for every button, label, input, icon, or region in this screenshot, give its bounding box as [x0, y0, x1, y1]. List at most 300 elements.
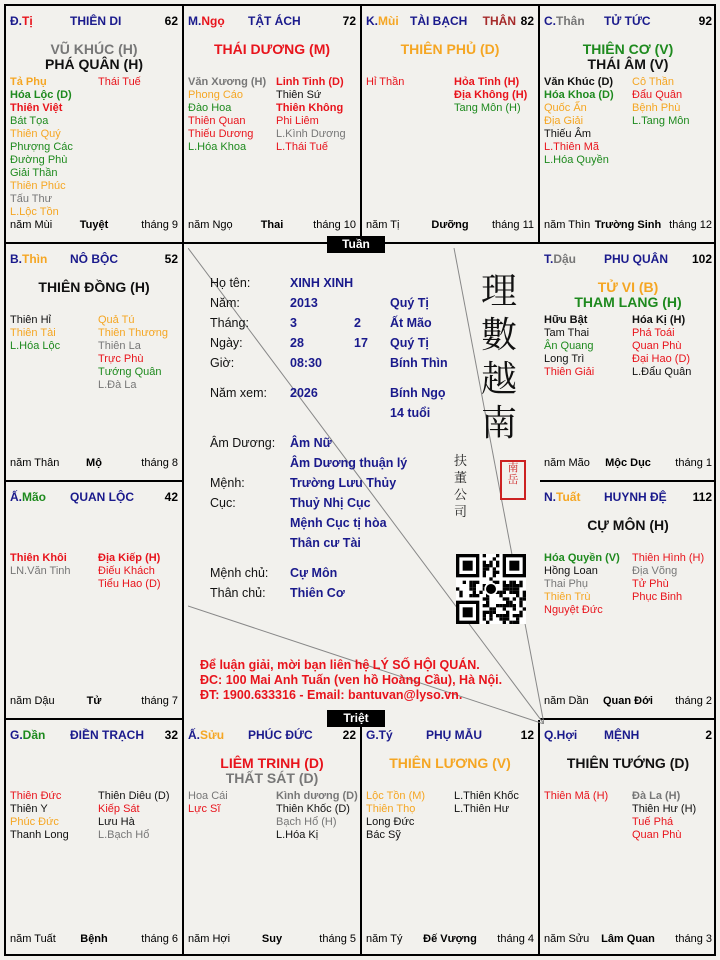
palace-year: năm Mùi: [10, 219, 53, 231]
minor-star: Thiên Trù: [544, 591, 591, 603]
star-list-left: [10, 790, 69, 842]
star-list-right: [454, 76, 527, 115]
star-list-left: [366, 790, 425, 842]
palace-footer: [188, 219, 356, 232]
palace-branch: Dậu: [553, 252, 577, 266]
palace-cell[interactable]: [540, 244, 716, 482]
palace-year: năm Thìn: [544, 219, 591, 231]
life-phase: Trường Sinh: [594, 219, 662, 231]
calligraphy-logo: 理 數 越 南: [480, 271, 517, 444]
star-list-left: [544, 314, 594, 379]
info-value: 3: [290, 316, 297, 330]
palace-age: 52: [164, 252, 178, 266]
palace-age: 32: [164, 728, 178, 742]
minor-star: Cô Thần: [632, 76, 674, 88]
info-label: Cục:: [210, 496, 236, 510]
palace-branch: Sửu: [200, 728, 225, 742]
minor-star: Hồng Loan: [544, 565, 598, 577]
star-list-left: [10, 76, 73, 219]
minor-star: Thiên Hình (H): [632, 552, 705, 564]
star-list-right: [632, 76, 689, 128]
star-list-right: [98, 790, 170, 842]
info-value: Âm Nữ: [290, 436, 332, 450]
palace-header: [544, 14, 712, 28]
minor-star: L.Lộc Tồn: [10, 206, 59, 218]
minor-star: Tuế Phá: [632, 816, 674, 828]
palace-age: 82: [520, 14, 534, 28]
palace-year: năm Tuất: [10, 933, 56, 945]
minor-star: Thiên Hỉ: [10, 314, 51, 326]
star-list-right: [276, 790, 358, 842]
palace-header: [544, 728, 712, 742]
main-star: THIÊN CƠ (V): [582, 41, 674, 57]
minor-star: L.Đẩu Quân: [632, 366, 692, 378]
palace-name: TẬT ÁCH: [248, 14, 301, 28]
minor-star: Lưu Hà: [98, 816, 135, 828]
palace-cell[interactable]: [6, 482, 184, 720]
palace-header: [366, 728, 534, 742]
main-star: THÁI DƯƠNG (M): [213, 41, 331, 57]
minor-star: Hóa Khoa (D): [544, 89, 614, 101]
palace-month: tháng 9: [141, 219, 178, 231]
minor-star: Thiên Diêu (D): [98, 790, 170, 802]
info-value: Âm Dương thuận lý: [290, 456, 408, 470]
star-list-left: [188, 76, 266, 154]
palace-branch: Tị: [22, 14, 33, 28]
palace-header: [188, 728, 356, 742]
minor-star: Địa Kiếp (H): [98, 552, 161, 564]
contact-line: Để luận giải, mời bạn liên hệ LÝ SỐ HỘI QUÁN.: [200, 658, 480, 672]
palace-footer: [10, 695, 178, 708]
minor-star: Thiếu Dương: [188, 128, 254, 140]
info-value: 08:30: [290, 356, 322, 370]
minor-star: Phượng Các: [10, 141, 73, 153]
main-stars: [540, 756, 716, 771]
minor-star: Phúc Đức: [10, 816, 59, 828]
palace-year: năm Tý: [366, 933, 403, 945]
palace-footer: [10, 933, 178, 946]
palace-branch: Tý: [378, 728, 393, 742]
minor-star: Điếu Khách: [98, 565, 155, 577]
minor-star: Thiên Quan: [188, 115, 246, 127]
palace-footer: [10, 457, 178, 470]
info-label: Họ tên:: [210, 276, 251, 290]
minor-star: Quan Phù: [632, 340, 682, 352]
palace-year: năm Hợi: [188, 933, 231, 945]
minor-star: Long Trì: [544, 353, 585, 365]
palace-footer: [544, 219, 712, 232]
palace-stem: B.: [10, 252, 22, 266]
minor-star: L.Kình Dương: [276, 128, 346, 140]
minor-star: Thiên Đức: [10, 790, 62, 802]
star-list-right: [98, 314, 168, 392]
palace-age: 12: [520, 728, 534, 742]
minor-star: Hỏa Tinh (H): [454, 76, 520, 88]
palace-cell[interactable]: [362, 720, 540, 956]
minor-star: Bạch Hổ (H): [276, 816, 337, 828]
star-list-left: [10, 552, 71, 578]
star-list-left: [544, 790, 608, 803]
minor-star: L.Bạch Hổ: [98, 829, 150, 841]
main-star: THẤT SÁT (D): [225, 770, 319, 786]
palace-age: 2: [705, 728, 712, 742]
main-star: THÁI ÂM (V): [587, 56, 669, 72]
palace-stem: G.: [10, 728, 23, 742]
info-lunar-value: 2: [354, 316, 361, 330]
main-stars: [6, 280, 182, 295]
minor-star: Trực Phù: [98, 353, 144, 365]
minor-star: Linh Tinh (D): [276, 76, 344, 88]
star-list-right: [454, 790, 519, 816]
palace-stem: M.: [188, 14, 202, 28]
minor-star: Hoa Cái: [188, 790, 228, 802]
info-value: Thân cư Tài: [290, 536, 361, 550]
palace-footer: [544, 695, 712, 708]
life-phase: Thai: [260, 219, 284, 231]
red-seal-icon: 南 岳: [500, 460, 526, 500]
main-stars: [6, 42, 182, 72]
info-value: Thuỷ Nhị Cục: [290, 496, 371, 510]
star-list-left: [188, 790, 228, 816]
main-stars: [362, 756, 538, 771]
minor-star: Bệnh Phù: [632, 102, 681, 114]
minor-star: Hóa Quyền (V): [544, 552, 620, 564]
palace-branch: Mão: [22, 490, 46, 504]
minor-star: Long Đức: [366, 816, 415, 828]
minor-star: Tướng Quân: [98, 366, 162, 378]
info-label: Âm Dương:: [210, 436, 276, 450]
main-stars: [184, 42, 360, 57]
info-value: 28: [290, 336, 304, 350]
minor-star: Thiên Tài: [10, 327, 56, 339]
palace-age: 22: [342, 728, 356, 742]
minor-star: L.Hóa Kị: [276, 829, 319, 841]
minor-star: Thiên Việt: [10, 102, 63, 114]
star-list-right: [98, 76, 141, 89]
palace-stem: Q.: [544, 728, 557, 742]
minor-star: Thiếu Âm: [544, 128, 592, 140]
life-phase: Đế Vượng: [423, 933, 477, 945]
info-value: Thiên Cơ: [290, 586, 345, 600]
info-label: Ngày:: [210, 336, 243, 350]
palace-age: 72: [342, 14, 356, 28]
main-stars: [362, 42, 538, 57]
minor-star: Thiên Giải: [544, 366, 595, 378]
minor-star: Đẩu Quân: [632, 89, 683, 101]
minor-star: L.Thái Tuế: [276, 141, 328, 153]
palace-branch: Ngọ: [201, 14, 225, 28]
palace-cell[interactable]: [540, 482, 716, 720]
star-list-left: [366, 76, 404, 89]
minor-star: Phong Cáo: [188, 89, 244, 101]
info-value: 2013: [290, 296, 318, 310]
minor-star: Hỉ Thần: [366, 76, 405, 88]
palace-cell[interactable]: [6, 6, 184, 244]
info-value: Mệnh Cục tị hòa: [290, 516, 387, 530]
palace-stem: K.: [366, 14, 378, 28]
palace-year: năm Dần: [544, 695, 589, 707]
palace-stem: Ấ.: [10, 490, 22, 504]
palace-month: tháng 8: [141, 457, 178, 469]
palace-name: PHỤ MẪU: [426, 728, 482, 742]
minor-star: Nguyệt Đức: [544, 604, 603, 616]
minor-star: Thiên Thọ: [366, 803, 416, 815]
palace-header: [544, 252, 712, 266]
info-canchi: 14 tuổi: [390, 406, 431, 420]
minor-star: Thiên Khôi: [10, 552, 67, 564]
palace-header: [188, 14, 356, 28]
info-label: Giờ:: [210, 356, 235, 370]
life-phase: Lâm Quan: [601, 933, 655, 945]
minor-star: LN.Văn Tinh: [10, 565, 71, 577]
palace-header: [544, 490, 712, 504]
palace-month: tháng 6: [141, 933, 178, 945]
minor-star: Thiên Y: [10, 803, 48, 815]
palace-header: [10, 728, 178, 742]
life-phase: Dưỡng: [431, 219, 469, 231]
palace-header: [10, 252, 178, 266]
minor-star: Hóa Lộc (D): [10, 89, 72, 101]
star-list-left: [544, 76, 614, 167]
minor-star: Địa Không (H): [454, 89, 528, 101]
palace-footer: [544, 457, 712, 470]
minor-star: Hóa Kị (H): [632, 314, 686, 326]
star-list-right: [632, 552, 704, 604]
palace-year: năm Dậu: [10, 695, 55, 707]
minor-star: Bác Sỹ: [366, 829, 401, 841]
life-phase: Quan Đới: [603, 695, 653, 707]
minor-star: L.Tang Môn: [632, 115, 690, 127]
tuan-marker: Tuần: [327, 236, 385, 253]
star-list-left: [544, 552, 620, 617]
minor-star: Tang Môn (H): [454, 102, 521, 114]
palace-stem: Ấ.: [188, 728, 200, 742]
star-list-right: [98, 552, 161, 591]
palace-cell[interactable]: [540, 720, 716, 956]
minor-star: Thiên Mã (H): [544, 790, 609, 802]
minor-star: Địa Giải: [544, 115, 584, 127]
palace-stem: T.: [544, 252, 554, 266]
minor-star: L.Thiên Mã: [544, 141, 600, 153]
main-stars: [540, 42, 716, 72]
palace-name: MỆNH: [604, 728, 640, 742]
minor-star: Đào Hoa: [188, 102, 232, 114]
main-star: CỰ MÔN (H): [587, 517, 669, 533]
minor-star: Đại Hao (D): [632, 353, 691, 365]
palace-year: năm Sửu: [544, 933, 590, 945]
minor-star: Đường Phù: [10, 154, 68, 166]
palace-branch: Hợi: [556, 728, 578, 742]
minor-star: Tả Phụ: [10, 76, 47, 88]
palace-footer: [10, 219, 178, 232]
minor-star: L.Thiên Hư: [454, 803, 510, 815]
palace-stem: G.: [366, 728, 379, 742]
palace-age: 92: [698, 14, 712, 28]
life-phase: Suy: [261, 933, 283, 945]
palace-stem: N.: [544, 490, 556, 504]
info-label: Năm xem:: [210, 386, 267, 400]
minor-star: L.Hóa Lộc: [10, 340, 61, 352]
horoscope-chart: [4, 4, 716, 956]
info-canchi: Bính Thìn: [390, 356, 448, 370]
info-value: XINH XINH: [290, 276, 354, 290]
palace-year: năm Mão: [544, 457, 590, 469]
palace-month: tháng 4: [497, 933, 534, 945]
palace-age: 42: [164, 490, 178, 504]
info-value: Cự Môn: [290, 566, 338, 580]
life-phase: Mộc Dục: [605, 457, 651, 469]
minor-star: L.Hóa Quyền: [544, 154, 609, 166]
info-canchi: Ất Mão: [390, 316, 432, 330]
life-phase: Bệnh: [80, 933, 108, 945]
info-canchi: Quý Tị: [390, 336, 429, 350]
palace-branch: Mùi: [378, 14, 399, 28]
minor-star: Tấu Thư: [10, 193, 53, 205]
minor-star: Phá Toái: [632, 327, 675, 339]
minor-star: Phục Binh: [632, 591, 683, 603]
minor-star: Thiên Không: [276, 102, 344, 114]
main-stars: [540, 280, 716, 310]
info-value: 2026: [290, 386, 318, 400]
info-label: Năm:: [210, 296, 240, 310]
palace-year: năm Thân: [10, 457, 60, 469]
triet-marker: Triệt: [327, 710, 385, 727]
palace-name: ĐIỀN TRẠCH: [70, 728, 144, 742]
palace-cell[interactable]: [6, 244, 184, 482]
minor-star: Kiếp Sát: [98, 803, 140, 815]
minor-star: Thiên Quý: [10, 128, 61, 140]
minor-star: L.Đà La: [98, 379, 137, 391]
palace-cell[interactable]: [184, 6, 362, 244]
info-lunar-value: 17: [354, 336, 368, 350]
info-label: Thân chủ:: [210, 586, 266, 600]
star-list-right: [632, 790, 696, 842]
palace-footer: [366, 933, 534, 946]
main-stars: [540, 518, 716, 533]
palace-month: tháng 2: [675, 695, 712, 707]
info-label: Mệnh chủ:: [210, 566, 269, 580]
info-label: Tháng:: [210, 316, 249, 330]
contact-info: [200, 658, 502, 703]
palace-footer: [188, 933, 356, 946]
minor-star: Quan Phù: [632, 829, 682, 841]
life-phase: Tuyệt: [79, 219, 109, 231]
star-list-right: [276, 76, 346, 154]
palace-branch: Thân: [556, 14, 585, 28]
center-info-panel: [188, 248, 544, 724]
info-label: Mệnh:: [210, 476, 245, 490]
main-star: VŨ KHÚC (H): [50, 41, 138, 57]
palace-cell[interactable]: [6, 720, 184, 956]
palace-name: TỬ TỨC: [604, 14, 651, 28]
palace-header: [10, 490, 178, 504]
palace-name: QUAN LỘC: [70, 490, 134, 504]
minor-star: Giải Thần: [10, 167, 58, 179]
life-phase: Mộ: [86, 457, 102, 469]
main-star: LIÊM TRINH (D): [220, 755, 324, 771]
star-list-right: [632, 314, 691, 379]
main-star: THIÊN PHỦ (D): [400, 41, 500, 57]
main-stars: [184, 756, 360, 786]
info-canchi: Quý Tị: [390, 296, 429, 310]
palace-branch: Thìn: [22, 252, 48, 266]
main-star: THIÊN LƯƠNG (V): [389, 755, 511, 771]
minor-star: Thai Phụ: [544, 578, 589, 590]
palace-header: [10, 14, 178, 28]
minor-star: Tiểu Hao (D): [98, 578, 161, 590]
palace-header: [366, 14, 534, 28]
palace-stem: Đ.: [10, 14, 22, 28]
palace-month: tháng 1: [675, 457, 712, 469]
palace-month: tháng 3: [675, 933, 712, 945]
minor-star: Thiên Thương: [98, 327, 169, 339]
minor-star: Thiên Hư (H): [632, 803, 697, 815]
minor-star: Quả Tú: [98, 314, 135, 326]
palace-name: NÔ BỘC: [70, 252, 118, 266]
minor-star: Phi Liêm: [276, 115, 319, 127]
palace-footer: [544, 933, 712, 946]
minor-star: Thiên Sứ: [276, 89, 322, 101]
palace-name: PHU QUÂN: [604, 252, 669, 266]
star-list-left: [10, 314, 60, 353]
minor-star: Địa Võng: [632, 565, 678, 577]
life-phase: Tử: [86, 695, 102, 707]
minor-star: Ân Quang: [544, 340, 594, 352]
minor-star: Lực Sĩ: [188, 803, 221, 815]
info-canchi: Bính Ngọ: [390, 386, 446, 400]
calligraphy-sub: 扶 董 公 司: [454, 454, 468, 520]
palace-name: TÀI BẠCH: [410, 14, 468, 28]
minor-star: Đà La (H): [632, 790, 681, 802]
minor-star: Quốc Ấn: [544, 102, 587, 114]
palace-month: tháng 10: [313, 219, 356, 231]
minor-star: Tử Phù: [632, 578, 669, 590]
palace-age: 112: [692, 490, 712, 504]
info-value: Trường Lưu Thủy: [290, 476, 397, 490]
contact-phone-email[interactable]: ĐT: 1900.633316 - Email: bantuvan@lyso.vn.: [200, 688, 463, 702]
minor-star: Lộc Tồn (M): [366, 790, 426, 802]
minor-star: Kình dương (D): [276, 790, 358, 802]
minor-star: Văn Khúc (D): [544, 76, 614, 88]
minor-star: Thái Tuế: [98, 76, 141, 88]
minor-star: Thiên Khốc (D): [276, 803, 350, 815]
palace-month: tháng 7: [141, 695, 178, 707]
palace-age: 102: [691, 252, 712, 266]
palace-month: tháng 12: [669, 219, 712, 231]
palace-year: năm Ngọ: [188, 219, 233, 231]
palace-stem: C.: [544, 14, 556, 28]
minor-star: Thiên Phúc: [10, 180, 66, 192]
palace-age: 62: [164, 14, 178, 28]
minor-star: Thanh Long: [10, 829, 69, 841]
palace-cell[interactable]: [362, 6, 540, 244]
palace-cell[interactable]: [540, 6, 716, 244]
minor-star: Thiên La: [98, 340, 141, 352]
minor-star: Tam Thai: [544, 327, 590, 339]
main-star: PHÁ QUÂN (H): [45, 56, 143, 72]
palace-footer: [366, 219, 534, 232]
palace-name: PHÚC ĐỨC: [248, 728, 313, 742]
palace-branch: Dần: [22, 728, 46, 742]
minor-star: L.Thiên Khốc: [454, 790, 519, 802]
minor-star: Hữu Bật: [544, 314, 588, 326]
qr-code-icon[interactable]: [456, 554, 526, 624]
main-star: THIÊN TƯỚNG (D): [566, 755, 690, 771]
palace-branch: Tuất: [556, 490, 581, 504]
contact-address: ĐC: 100 Mai Anh Tuấn (ven hồ Hoàng Cầu), Hà Nội.: [200, 673, 503, 687]
main-star: THAM LANG (H): [574, 294, 682, 310]
palace-cell[interactable]: [184, 720, 362, 956]
